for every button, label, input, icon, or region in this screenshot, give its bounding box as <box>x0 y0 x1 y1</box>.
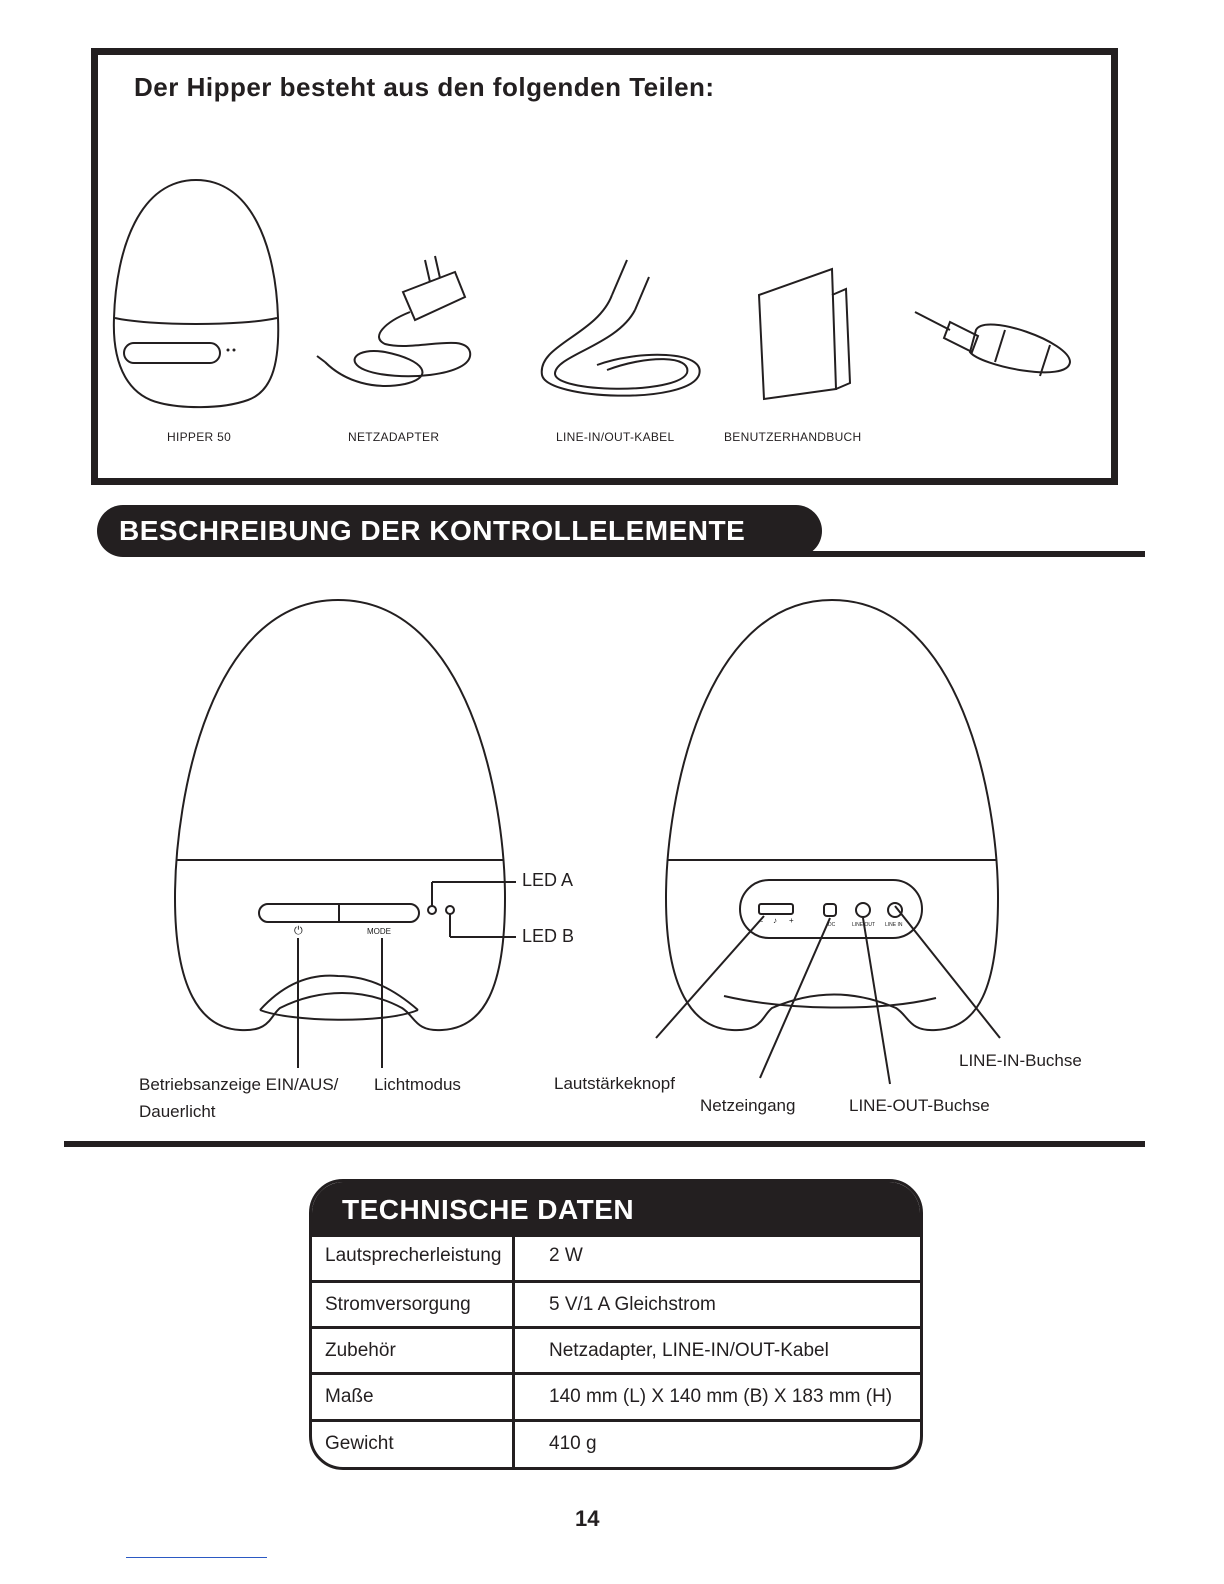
egg-speaker-icon <box>110 178 282 413</box>
spec-value: 410 g <box>549 1433 597 1454</box>
spec-label: Stromversorgung <box>325 1294 471 1315</box>
spec-value: Netzadapter, LINE-IN/OUT-Kabel <box>549 1340 829 1361</box>
parts-heading: Der Hipper besteht aus den folgenden Teilen: <box>134 72 715 102</box>
part-label-hipper: HIPPER 50 <box>167 430 232 444</box>
audio-cable-icon <box>537 255 707 407</box>
volume-knob-label: Lautstärkeknopf <box>554 1074 675 1093</box>
spec-label: Maße <box>325 1386 374 1407</box>
spec-value: 140 mm (L) X 140 mm (B) X 183 mm (H) <box>549 1386 893 1407</box>
part-label-manual: BENUTZERHANDBUCH <box>724 430 862 444</box>
dc-input-label: Netzeingang <box>700 1096 796 1115</box>
spec-table-title: TECHNISCHE DATEN <box>342 1194 635 1225</box>
volume-note-icon: ♪ <box>773 916 777 925</box>
spec-value: 2 W <box>549 1245 583 1266</box>
back-speaker-diagram <box>664 598 1004 1043</box>
spec-label: Zubehör <box>325 1340 396 1361</box>
table-row <box>312 1372 920 1418</box>
table-row <box>312 1234 920 1280</box>
line-out-mark: LINE OUT <box>852 922 876 928</box>
line-in-mark: LINE IN <box>885 922 903 928</box>
mode-mark: MODE <box>367 927 391 936</box>
part-label-cable: LINE-IN/OUT-KABEL <box>556 430 675 444</box>
dc-mark: DC <box>828 922 836 928</box>
mode-button-label: Lichtmodus <box>374 1075 461 1094</box>
front-speaker-diagram <box>170 598 510 1038</box>
jack-adapter-icon <box>910 300 1080 405</box>
controls-heading: BESCHREIBUNG DER KONTROLLELEMENTE <box>97 505 822 557</box>
power-button-label-2: Dauerlicht <box>139 1102 216 1121</box>
line-out-label: LINE-OUT-Buchse <box>849 1096 990 1115</box>
table-row <box>312 1326 920 1372</box>
section-rule-specs <box>64 1141 1145 1147</box>
led-b-label: LED B <box>522 926 575 946</box>
manual-booklet-icon <box>754 265 854 401</box>
bottom-link-underline <box>126 1557 267 1558</box>
table-row <box>312 1280 920 1326</box>
spec-label: Gewicht <box>325 1433 394 1454</box>
spec-label: Lautsprecherleistung <box>325 1245 502 1266</box>
power-button-label: Betriebsanzeige EIN/AUS/ <box>139 1075 339 1094</box>
line-in-label: LINE-IN-Buchse <box>959 1051 1082 1070</box>
part-label-adapter: NETZADAPTER <box>348 430 440 444</box>
volume-minus-mark: – <box>759 918 763 925</box>
volume-plus-mark: + <box>789 916 794 925</box>
spec-table-header <box>312 1182 920 1237</box>
power-adapter-icon <box>315 252 485 392</box>
table-row <box>312 1419 920 1465</box>
spec-value: 5 V/1 A Gleichstrom <box>549 1294 716 1315</box>
led-a-label: LED A <box>522 870 574 890</box>
page-number: 14 <box>575 1506 600 1531</box>
power-mark-icon: ⏻ <box>294 925 303 937</box>
spec-table <box>309 1179 923 1470</box>
